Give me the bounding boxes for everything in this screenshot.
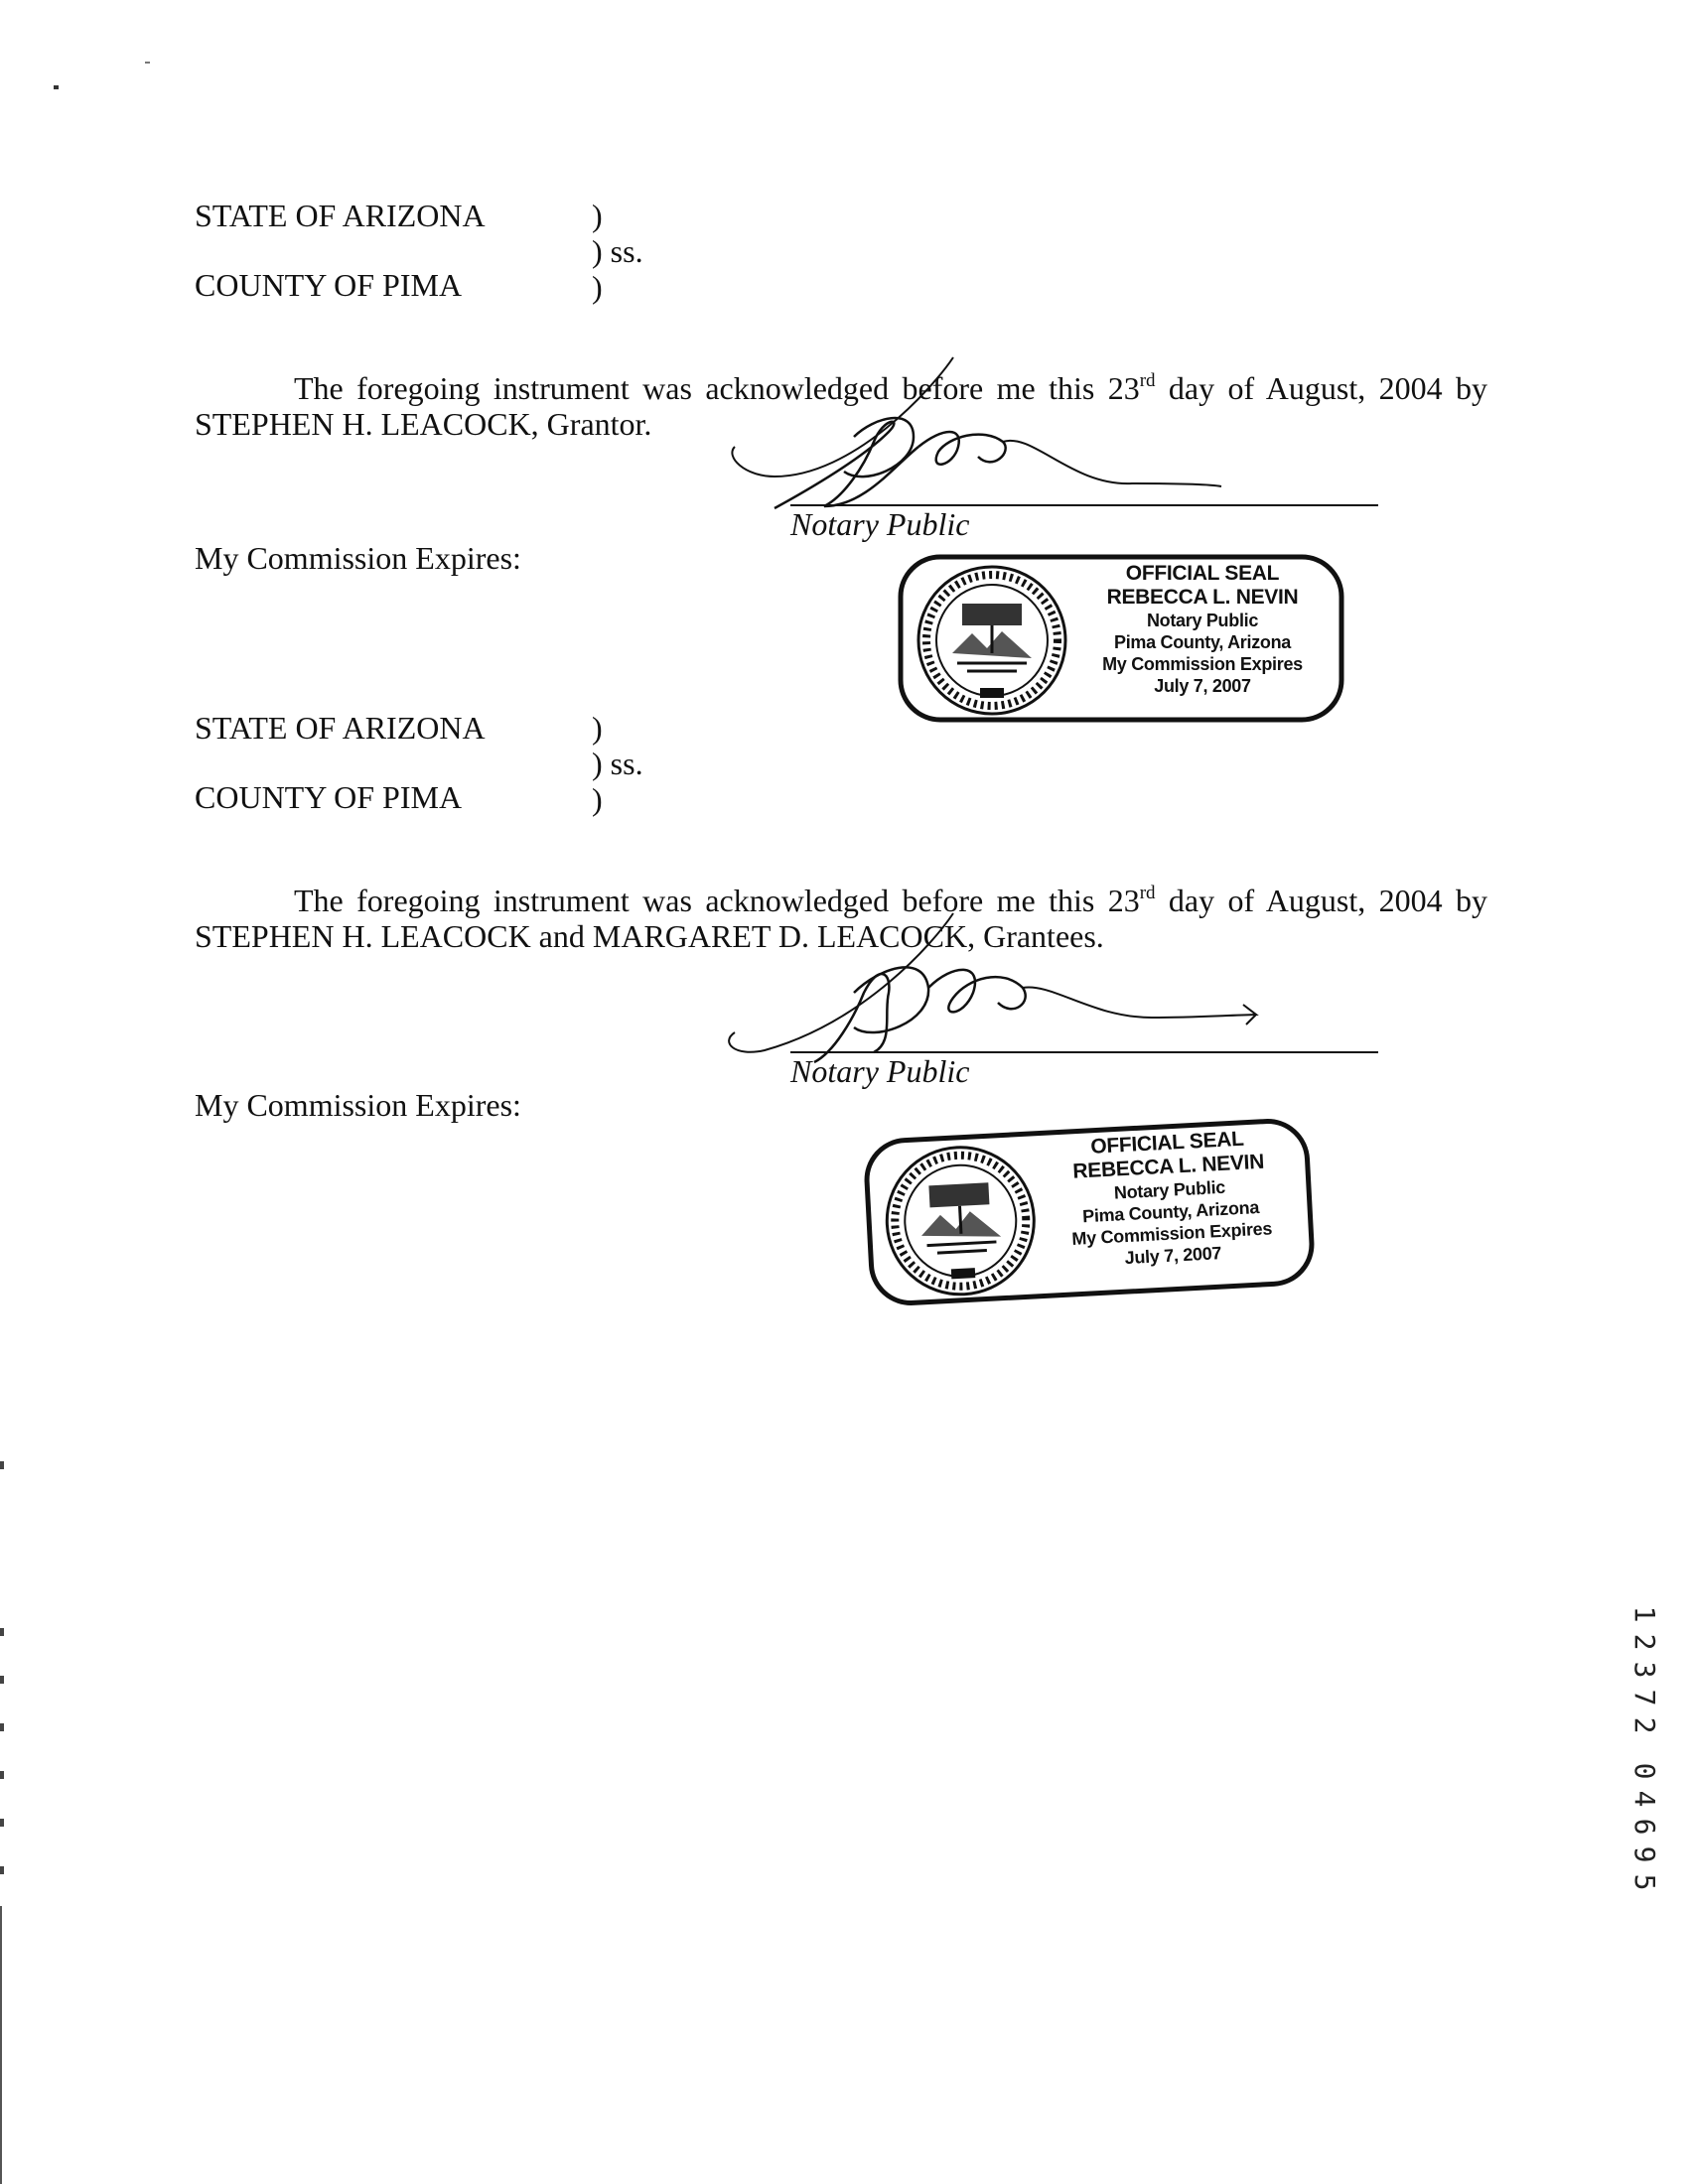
seal-text-1 [1078,562,1327,697]
venue-paren-bottom-2: ) [592,781,603,817]
venue-paren-ss-1: ) ss. [592,233,643,269]
seal-title: OFFICIAL SEAL [1125,562,1280,585]
seal-notary-title: Notary Public [1113,1176,1226,1203]
ack-ordinal: rd [1139,883,1156,903]
notary-seal-stamp-2 [862,1116,1317,1307]
ack-text-b: day of August, 2004 by [1155,883,1488,918]
seal-expiration-date: July 7, 2007 [1154,676,1251,696]
recording-digit: 0 [1628,1762,1661,1780]
venue-county-label-1: COUNTY OF PIMA [195,267,463,303]
notary-seal-stamp-1 [898,554,1344,723]
ack-text-b: day of August, 2004 by [1155,370,1488,406]
recording-number [1624,1600,1664,1896]
scan-margin-tick [0,1866,4,1874]
notary-signature-2 [715,893,1271,1072]
notary-public-label-2: Notary Public [790,1053,970,1089]
seal-county: Pima County, Arizona [1081,1197,1260,1227]
recording-digit: 1 [1628,1605,1661,1623]
acknowledgment-line-2: STEPHEN H. LEACOCK, Grantor. [195,406,652,442]
scan-speck [54,85,59,89]
seal-notary-name: REBECCA L. NEVIN [1071,1150,1265,1183]
venue-paren-ss-2: ) ss. [592,746,643,781]
venue-paren-top-2: ) [592,710,603,746]
scan-margin-tick [0,1771,4,1779]
venue-county-label-2: COUNTY OF PIMA [195,779,463,815]
seal-commission-label: My Commission Expires [1102,654,1303,674]
recording-digit: 5 [1628,1873,1661,1891]
scan-margin-tick [0,1723,4,1731]
scan-speck [145,62,150,64]
ack-text-a: The foregoing instrument was acknowledged before me this 23 [294,370,1140,406]
venue-paren-top-1: ) [592,198,603,233]
seal-title: OFFICIAL SEAL [1089,1127,1245,1159]
ack-ordinal: rd [1139,370,1156,391]
seal-notary-name: REBECCA L. NEVIN [1106,586,1299,609]
venue-state-label-1: STATE OF ARIZONA [195,198,486,233]
recording-digit: 2 [1628,1716,1661,1734]
seal-text-2 [1043,1125,1298,1273]
scan-margin-tick [0,1819,4,1827]
scan-margin-tick [0,1628,4,1636]
recording-digit: 4 [1628,1790,1661,1808]
commission-expires-label-2: My Commission Expires: [195,1087,521,1123]
ack-text-a: The foregoing instrument was acknowledged before me this 23 [294,883,1140,918]
seal-expiration-date: July 7, 2007 [1124,1243,1222,1269]
acknowledgment-line-2: STEPHEN H. LEACOCK and MARGARET D. LEACOCK, Grantees. [195,918,1104,954]
notary-signature-1 [715,347,1231,516]
recording-digit: 6 [1628,1818,1661,1836]
scan-margin-tick [0,1461,4,1469]
recording-digit: 3 [1628,1661,1661,1679]
seal-notary-title: Notary Public [1146,611,1259,630]
venue-paren-bottom-1: ) [592,269,603,305]
scan-margin-tick [0,1676,4,1684]
notary-public-label-1: Notary Public [790,506,970,542]
recording-digit: 7 [1628,1689,1661,1706]
seal-county: Pima County, Arizona [1113,632,1292,652]
venue-state-label-2: STATE OF ARIZONA [195,710,486,746]
recording-digit: 9 [1628,1845,1661,1863]
scan-margin-edge [0,1906,2,2184]
seal-commission-label: My Commission Expires [1070,1218,1273,1249]
commission-expires-label-1: My Commission Expires: [195,540,521,576]
recording-digit: 2 [1628,1633,1661,1651]
